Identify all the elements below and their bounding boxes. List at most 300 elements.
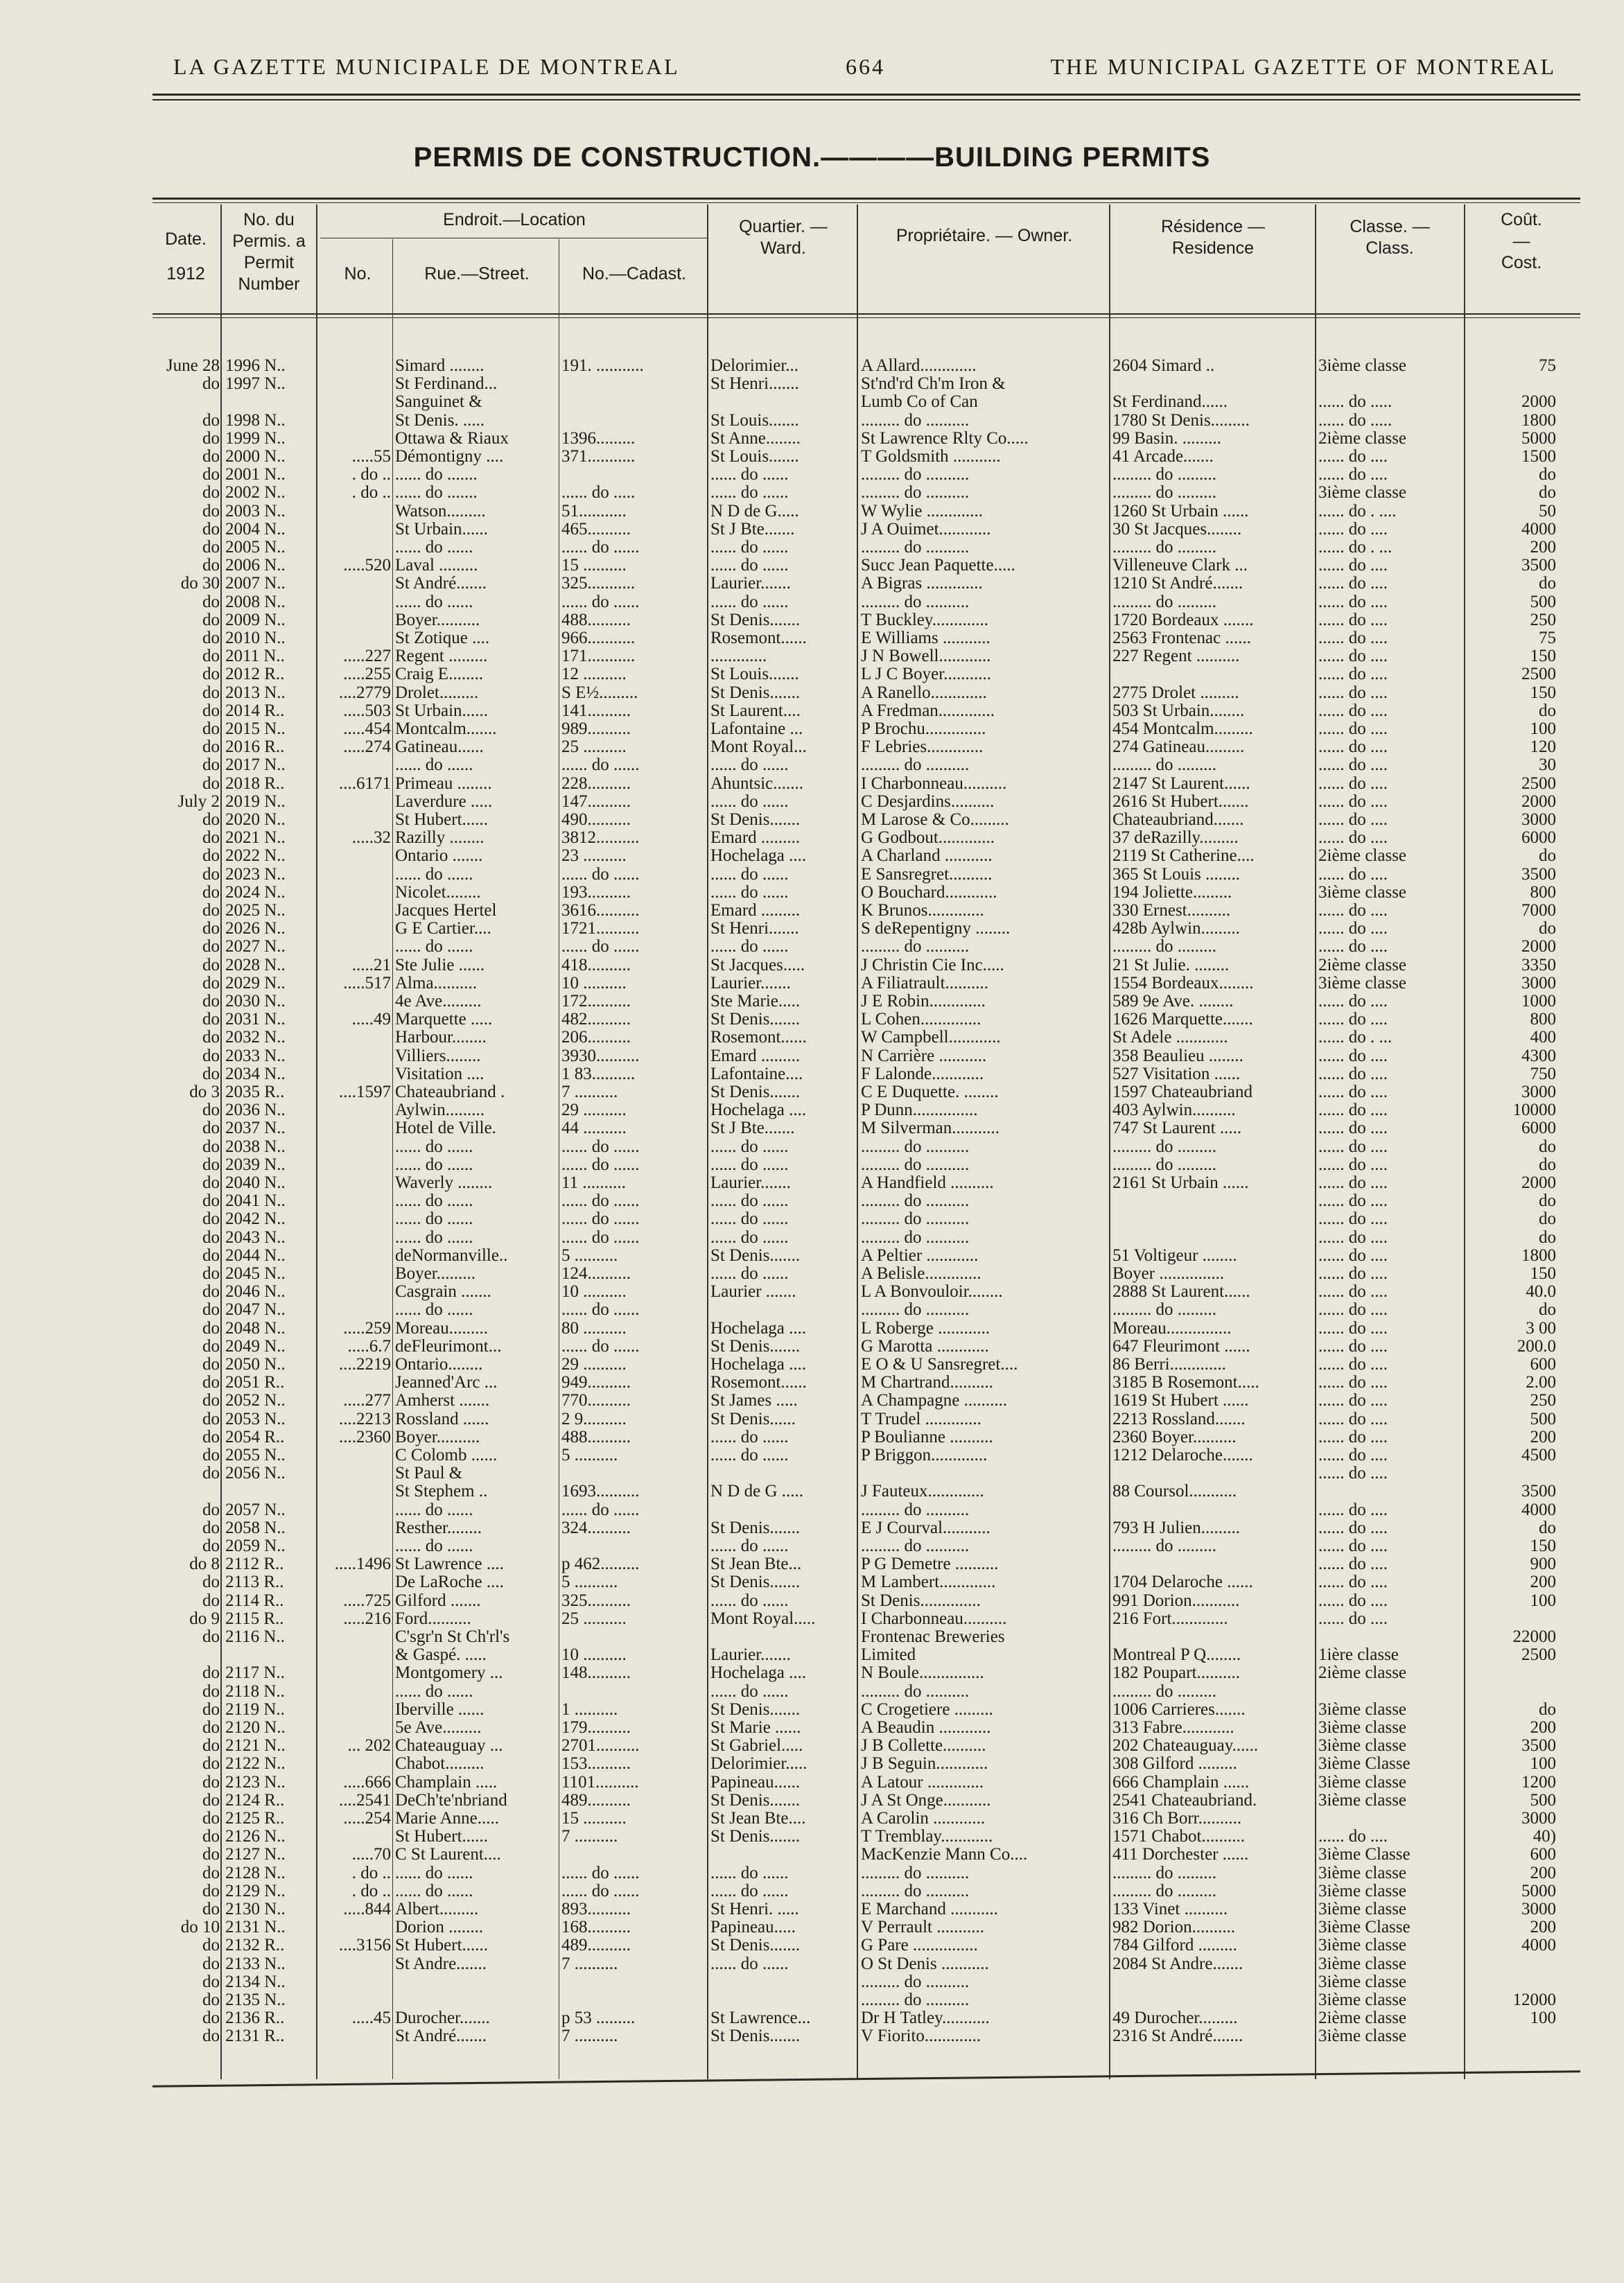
building-class-cell: 3ième Classe — [1318, 1918, 1411, 1937]
owner-cell: A Beaudin ............ — [861, 1719, 991, 1737]
table-row — [0, 1301, 1624, 1319]
permit-date-cell: do — [202, 375, 220, 394]
residence-cell: 1626 Marquette....... — [1112, 1011, 1253, 1029]
civic-number-cell: .....255 — [343, 665, 391, 684]
permit-date-cell: do — [202, 1864, 220, 1882]
ward-cell: St Henri....... — [710, 375, 799, 394]
cost-cell: 200 — [1530, 1428, 1556, 1446]
cost-cell: do — [1539, 484, 1556, 502]
residence-cell: 2616 St Hubert....... — [1112, 792, 1249, 811]
residence-cell: ......... do ......... — [1112, 484, 1216, 502]
permit-number-cell: 2126 N.. — [225, 1828, 286, 1846]
cost-cell: 2500 — [1521, 665, 1556, 684]
table-row — [0, 1792, 1624, 1810]
cadastre-number-cell: 44 .......... — [561, 1119, 627, 1138]
permit-date-cell: do — [202, 992, 220, 1011]
table-row — [0, 956, 1624, 974]
building-class-cell: ...... do .... — [1318, 1174, 1388, 1192]
building-class-cell: 1ière classe — [1318, 1646, 1399, 1665]
street-cell: Villiers........ — [395, 1047, 481, 1065]
cost-cell: 3500 — [1521, 865, 1556, 884]
table-row — [0, 1537, 1624, 1555]
owner-cell: A Charland ........... — [861, 847, 993, 866]
table-row — [0, 629, 1624, 647]
cadastre-number-cell: 5 .......... — [561, 1246, 618, 1265]
owner-cell: K Brunos............. — [861, 902, 984, 920]
ward-cell: Laurier ....... — [710, 1283, 796, 1302]
building-class-cell: 3ième classe — [1318, 1773, 1407, 1792]
ward-cell: St J Bte....... — [710, 1119, 795, 1138]
residence-cell: 1704 Delaroche ...... — [1112, 1573, 1253, 1592]
permit-date-cell: do — [202, 720, 220, 738]
cost-cell: 5000 — [1521, 429, 1556, 448]
owner-cell: St Lawrence Rlty Co..... — [861, 429, 1029, 448]
residence-cell: 2161 St Urbain ...... — [1112, 1174, 1249, 1192]
permit-date-cell: do — [202, 1374, 220, 1392]
cost-cell: do — [1539, 920, 1556, 938]
residence-cell: 274 Gatineau......... — [1112, 738, 1245, 757]
building-class-cell: ...... do .... — [1318, 1501, 1388, 1519]
building-class-cell: 3ième classe — [1318, 1991, 1407, 2009]
owner-cell: ......... do .......... — [861, 539, 970, 557]
permit-number-cell: 2045 N.. — [225, 1265, 286, 1283]
permit-number-cell: 2053 N.. — [225, 1410, 286, 1428]
permit-date-cell: do — [202, 1591, 220, 1610]
street-cell: Chateaubriand . — [395, 1083, 505, 1101]
permit-number-cell: 2057 N.. — [225, 1501, 286, 1519]
residence-cell: Boyer ............... — [1112, 1265, 1225, 1283]
building-class-cell: ...... do .... — [1318, 466, 1388, 484]
owner-cell: F Lalonde............ — [861, 1065, 984, 1083]
civic-number-cell: .....49 — [351, 1011, 391, 1029]
civic-number-cell: ....2219 — [339, 1356, 391, 1374]
street-cell: Craig E........ — [395, 665, 484, 684]
cost-cell: 3000 — [1521, 1810, 1556, 1828]
cost-cell: 250 — [1530, 611, 1556, 629]
residence-cell: ......... do ......... — [1112, 1864, 1216, 1882]
owner-cell: A Champagne .......... — [861, 1392, 1008, 1410]
cost-cell: 150 — [1530, 683, 1556, 702]
residence-cell: 2888 St Laurent...... — [1112, 1283, 1250, 1302]
table-row — [0, 756, 1624, 774]
permit-date-cell: do — [202, 1119, 220, 1138]
street-cell: Moreau......... — [395, 1319, 488, 1338]
table-row — [0, 430, 1624, 448]
residence-cell: 2563 Frontenac ...... — [1112, 629, 1251, 647]
table-row — [0, 593, 1624, 611]
cost-cell: 3000 — [1521, 811, 1556, 829]
cost-cell: 2000 — [1521, 1174, 1556, 1192]
owner-cell: C Desjardins.......... — [861, 792, 995, 811]
ward-cell: ...... do ...... — [710, 792, 789, 811]
table-row — [0, 2009, 1624, 2027]
cost-cell: do — [1539, 1137, 1556, 1156]
cadastre-number-cell: 324.......... — [561, 1519, 631, 1537]
civic-number-cell: .....274 — [343, 738, 391, 757]
residence-cell: 358 Beaulieu ........ — [1112, 1047, 1243, 1065]
cost-cell: 3 00 — [1526, 1319, 1556, 1338]
cost-cell: 600 — [1530, 1846, 1556, 1864]
building-class-cell: ...... do .... — [1318, 738, 1388, 757]
permit-number-cell: 2011 N.. — [225, 647, 285, 666]
running-head — [173, 54, 1556, 89]
building-class-cell: ...... do .... — [1318, 1065, 1388, 1083]
ward-cell: St Louis....... — [710, 665, 799, 684]
cost-cell: 7000 — [1521, 902, 1556, 920]
residence-cell: 37 deRazilly......... — [1112, 829, 1239, 848]
permit-number-cell: 2012 R.. — [225, 665, 285, 684]
owner-cell: W Campbell............ — [861, 1029, 1001, 1047]
cost-cell: 3000 — [1521, 1900, 1556, 1918]
cadastre-number-cell: S E½......... — [561, 683, 638, 702]
ward-cell: Mont Royal... — [710, 738, 807, 757]
owner-cell: A Allard............. — [861, 357, 977, 375]
permit-number-cell: 2047 N.. — [225, 1301, 286, 1320]
permit-number-cell: 2114 R.. — [225, 1591, 284, 1610]
table-row — [0, 1101, 1624, 1119]
table-row — [0, 1955, 1624, 1973]
ward-cell: Lafontaine.... — [710, 1065, 803, 1083]
table-row — [0, 1138, 1624, 1156]
building-class-cell: ...... do .... — [1318, 1428, 1388, 1446]
owner-cell: P Briggon............. — [861, 1446, 988, 1464]
residence-cell: 1571 Chabot.......... — [1112, 1828, 1245, 1846]
permit-date-cell: do — [202, 665, 220, 684]
building-class-cell: 3ième classe — [1318, 1700, 1407, 1719]
cost-cell: do — [1539, 701, 1556, 720]
building-class-cell: ...... do .... — [1318, 829, 1388, 848]
permit-date-cell: do — [202, 429, 220, 448]
ward-cell: Laurier....... — [710, 1646, 791, 1665]
permit-number-cell: 2000 N.. — [225, 448, 286, 466]
ward-cell: St Denis....... — [710, 1936, 801, 1955]
permit-number-cell: 2122 N.. — [225, 1755, 286, 1774]
permit-number-cell: 2120 N.. — [225, 1719, 286, 1737]
permit-number-cell: 2052 N.. — [225, 1392, 286, 1410]
table-row — [0, 1701, 1624, 1719]
residence-cell: 527 Visitation ...... — [1112, 1065, 1241, 1083]
building-class-cell: ...... do .... — [1318, 1446, 1388, 1464]
owner-cell: F Lebries............. — [861, 738, 984, 757]
permit-number-cell: 2030 N.. — [225, 992, 286, 1011]
table-row — [0, 1029, 1624, 1047]
ward-cell: Emard ......... — [710, 1047, 801, 1065]
table-row — [0, 920, 1624, 938]
permit-number-cell: 2117 N.. — [225, 1664, 285, 1683]
ward-cell: St Denis....... — [710, 1700, 801, 1719]
table-row — [0, 1192, 1624, 1210]
owner-cell: M Chartrand.......... — [861, 1374, 993, 1392]
street-cell: ...... do ...... — [395, 1210, 473, 1229]
residence-cell: 316 Ch Borr.......... — [1112, 1810, 1242, 1828]
residence-cell: ......... do ......... — [1112, 1537, 1216, 1555]
cost-cell: do — [1539, 466, 1556, 484]
street-cell: St Urbain...... — [395, 520, 489, 539]
building-class-cell: ...... do . ... — [1318, 539, 1392, 557]
permit-date-cell: do — [202, 1791, 220, 1810]
civic-number-cell: .....227 — [343, 647, 391, 666]
permit-number-cell: 2043 N.. — [225, 1228, 286, 1247]
street-cell: Démontigny .... — [395, 448, 504, 466]
permit-date-cell: do — [202, 1319, 220, 1338]
permit-number-cell: 2054 R.. — [225, 1428, 285, 1446]
ward-cell: Mont Royal..... — [710, 1609, 816, 1628]
ward-cell: St J Bte....... — [710, 520, 795, 539]
owner-cell: Limited — [861, 1646, 916, 1665]
owner-cell: ......... do .......... — [861, 1301, 970, 1320]
table-row — [0, 393, 1624, 411]
cost-cell: 800 — [1530, 1011, 1556, 1029]
ward-cell: St Henri....... — [710, 920, 799, 938]
permit-date-cell: do — [202, 829, 220, 848]
building-class-cell: ...... do .... — [1318, 1356, 1388, 1374]
permit-date-cell: do — [202, 883, 220, 902]
ward-cell: St Denis...... — [710, 1410, 796, 1428]
building-class-cell: ...... do .... — [1318, 1119, 1388, 1138]
street-cell: ...... do ...... — [395, 593, 473, 611]
owner-cell: J Christin Cie Inc..... — [861, 956, 1004, 974]
permit-date-cell: do — [202, 811, 220, 829]
ward-cell: Hochelaga .... — [710, 1356, 807, 1374]
permit-date-cell: do — [202, 1101, 220, 1120]
head-rule-1 — [152, 94, 1580, 96]
table-bottom-rule — [152, 2070, 1580, 2088]
cadastre-number-cell: 15 .......... — [561, 557, 627, 575]
street-cell: St Zotique .... — [395, 629, 490, 647]
permit-number-cell: 2016 R.. — [225, 738, 285, 757]
cadastre-number-cell: 7 .......... — [561, 1083, 618, 1101]
civic-number-cell: .....520 — [343, 557, 391, 575]
ward-cell: ...... do ...... — [710, 756, 789, 775]
civic-number-cell: .....70 — [351, 1846, 391, 1864]
table-row — [0, 1646, 1624, 1664]
permit-date-cell: do — [202, 1828, 220, 1846]
cost-cell: do — [1539, 1210, 1556, 1229]
residence-cell: ......... do ......... — [1112, 466, 1216, 484]
street-cell: C St Laurent.... — [395, 1846, 501, 1864]
cadastre-number-cell: 1 .......... — [561, 1700, 618, 1719]
cost-cell: 100 — [1530, 1591, 1556, 1610]
permit-number-cell: 2005 N.. — [225, 539, 286, 557]
permit-number-cell: 2051 R.. — [225, 1374, 285, 1392]
residence-cell: 982 Dorion.......... — [1112, 1918, 1236, 1937]
table-row — [0, 1719, 1624, 1737]
permit-date-cell: do — [202, 1174, 220, 1192]
cadastre-number-cell: ...... do ...... — [561, 539, 640, 557]
street-cell: Montcalm....... — [395, 720, 497, 738]
street-cell: ...... do ....... — [395, 466, 478, 484]
table-row — [0, 1229, 1624, 1247]
ward-cell: ...... do ...... — [710, 865, 789, 884]
cadastre-number-cell: 949.......... — [561, 1374, 631, 1392]
cadastre-number-cell: 1 83.......... — [561, 1065, 636, 1083]
cost-cell: 40.0 — [1526, 1283, 1556, 1302]
cadastre-number-cell: ...... do ...... — [561, 1301, 640, 1320]
permit-number-cell: 2135 N.. — [225, 1991, 286, 2009]
street-cell: St Lawrence .... — [395, 1555, 504, 1574]
ward-cell: ...... do ...... — [710, 1882, 789, 1900]
cost-cell: 100 — [1530, 2009, 1556, 2028]
cost-cell: do — [1539, 1519, 1556, 1537]
ward-cell: St Laurent.... — [710, 701, 801, 720]
owner-cell: E O & U Sansregret.... — [861, 1356, 1018, 1374]
building-class-cell: ...... do .... — [1318, 1283, 1388, 1302]
ward-cell: Laurier....... — [710, 575, 791, 593]
permit-date-cell: do — [202, 774, 220, 793]
owner-cell: E Sansregret.......... — [861, 865, 993, 884]
street-cell: Marquette ..... — [395, 1011, 493, 1029]
cadastre-number-cell: 1396......... — [561, 429, 636, 448]
street-cell: DeCh'te'nbriand — [395, 1791, 507, 1810]
ward-cell: Laurier....... — [710, 1174, 791, 1192]
street-cell: ...... do ...... — [395, 756, 473, 775]
owner-cell: L A Bonvouloir........ — [861, 1283, 1003, 1302]
owner-cell: N Boule............... — [861, 1664, 984, 1683]
owner-cell: ......... do .......... — [861, 593, 970, 611]
owner-cell: P G Demetre .......... — [861, 1555, 999, 1574]
owner-cell: L Cohen.............. — [861, 1011, 981, 1029]
ward-cell: Delorimier... — [710, 357, 799, 375]
owner-cell: O St Denis ........... — [861, 1954, 989, 1973]
residence-cell: St Ferdinand...... — [1112, 393, 1228, 412]
permit-number-cell: 2115 R.. — [225, 1609, 284, 1628]
residence-cell: 2604 Simard .. — [1112, 357, 1215, 375]
cost-cell: 100 — [1530, 720, 1556, 738]
building-class-cell: ...... do .... — [1318, 448, 1388, 466]
cadastre-number-cell: p 53 ......... — [561, 2009, 636, 2028]
cadastre-number-cell: 770.......... — [561, 1392, 631, 1410]
building-class-cell: 2ième classe — [1318, 847, 1407, 866]
building-class-cell: ...... do .... — [1318, 1537, 1388, 1555]
residence-cell: 1006 Carrieres....... — [1112, 1700, 1246, 1719]
permit-number-cell: 2015 N.. — [225, 720, 286, 738]
cost-cell: 4300 — [1521, 1047, 1556, 1065]
residence-cell: 747 St Laurent ..... — [1112, 1119, 1242, 1138]
table-row — [0, 375, 1624, 393]
building-class-cell: 3ième classe — [1318, 2027, 1407, 2046]
cadastre-number-cell: 3616.......... — [561, 902, 640, 920]
permit-number-cell: 2018 R.. — [225, 774, 285, 793]
building-class-cell: ...... do .... — [1318, 865, 1388, 884]
street-cell: Boyer.......... — [395, 1428, 480, 1446]
permit-number-cell: 2132 R.. — [225, 1936, 285, 1955]
ward-cell: Papineau..... — [710, 1918, 796, 1937]
building-class-cell: ...... do .... — [1318, 1519, 1388, 1537]
cost-cell: 6000 — [1521, 1119, 1556, 1138]
building-class-cell: ...... do .... — [1318, 1228, 1388, 1247]
permit-number-cell: 2041 N.. — [225, 1192, 286, 1211]
permit-date-cell: do — [202, 1700, 220, 1719]
permit-date-cell: do — [202, 1410, 220, 1428]
residence-cell: 2084 St Andre....... — [1112, 1954, 1243, 1973]
table-row — [0, 611, 1624, 629]
civic-number-cell: .....254 — [343, 1810, 391, 1828]
permit-number-cell: 2002 N.. — [225, 484, 286, 502]
table-row — [0, 2027, 1624, 2045]
cadastre-number-cell: ...... do ...... — [561, 938, 640, 956]
permit-number-cell: 2024 N.. — [225, 883, 286, 902]
ward-cell: Laurier....... — [710, 974, 791, 992]
building-class-cell: 3ième classe — [1318, 883, 1407, 902]
owner-cell: ......... do .......... — [861, 1192, 970, 1211]
owner-cell: ......... do .......... — [861, 411, 970, 430]
building-class-cell: 3ième classe — [1318, 1791, 1407, 1810]
cost-cell: 3500 — [1521, 557, 1556, 575]
street-cell: C'sgr'n St Ch'rl's — [395, 1628, 510, 1646]
street-cell: Dorion ........ — [395, 1918, 484, 1937]
building-class-cell: ...... do .... — [1318, 1555, 1388, 1574]
permit-date-cell: do — [202, 902, 220, 920]
owner-cell: Lumb Co of Can — [861, 393, 978, 412]
residence-cell: 991 Dorion........... — [1112, 1591, 1240, 1610]
cost-cell: 10000 — [1512, 1101, 1556, 1120]
residence-cell: 1780 St Denis......... — [1112, 411, 1250, 430]
cadastre-number-cell: 191. ........... — [561, 357, 644, 375]
owner-cell: ......... do .......... — [861, 466, 970, 484]
building-class-cell: ...... do .... — [1318, 665, 1388, 684]
permit-number-cell: 2048 N.. — [225, 1319, 286, 1338]
header-cadast: No.—Cadast. — [582, 264, 687, 283]
table-row — [0, 1338, 1624, 1356]
residence-cell: 1554 Bordeaux........ — [1112, 974, 1254, 992]
civic-number-cell: ....2541 — [339, 1791, 391, 1810]
cadastre-number-cell: 893.......... — [561, 1900, 631, 1918]
permit-number-cell: 2049 N.. — [225, 1337, 286, 1356]
street-cell: Jeanned'Arc ... — [395, 1374, 498, 1392]
cadastre-number-cell: 168.......... — [561, 1918, 631, 1937]
building-class-cell: 3ième classe — [1318, 1882, 1407, 1900]
cost-cell: 30 — [1539, 756, 1556, 775]
owner-cell: ......... do .......... — [861, 1155, 970, 1174]
permit-number-cell: 2010 N.. — [225, 629, 286, 647]
owner-cell: Succ Jean Paquette..... — [861, 557, 1015, 575]
ward-cell: ...... do ...... — [710, 1954, 789, 1973]
table-row — [0, 1918, 1624, 1936]
table-row — [0, 829, 1624, 847]
ward-cell: ...... do ...... — [710, 1192, 789, 1211]
ward-cell: Lafontaine ... — [710, 720, 803, 738]
owner-cell: St Denis.............. — [861, 1591, 981, 1610]
cadastre-number-cell: ...... do ...... — [561, 593, 640, 611]
residence-cell: 1212 Delaroche....... — [1112, 1446, 1253, 1464]
owner-cell: A Handfield .......... — [861, 1174, 994, 1192]
cadastre-number-cell: 80 .......... — [561, 1319, 627, 1338]
permit-number-cell: 2026 N.. — [225, 920, 286, 938]
owner-cell: A Belisle............. — [861, 1265, 981, 1283]
table-row — [0, 1900, 1624, 1918]
residence-cell: 647 Fleurimont ...... — [1112, 1337, 1250, 1356]
cost-cell: 50 — [1539, 502, 1556, 521]
permit-date-cell: July 2 — [177, 792, 220, 811]
residence-cell: 330 Ernest.......... — [1112, 902, 1231, 920]
permit-number-cell: 2128 N.. — [225, 1864, 286, 1882]
civic-number-cell: . do .. — [351, 484, 391, 502]
ward-cell: ...... do ...... — [710, 1265, 789, 1283]
permit-date-cell: do — [202, 701, 220, 720]
street-cell: ...... do ...... — [395, 865, 473, 884]
building-class-cell: ...... do .... — [1318, 647, 1388, 666]
running-head-french: LA GAZETTE MUNICIPALE DE MONTREAL — [173, 54, 680, 79]
street-cell: Hotel de Ville. — [395, 1119, 496, 1138]
residence-cell: ......... do ......... — [1112, 1301, 1216, 1320]
permit-date-cell: do — [202, 1882, 220, 1900]
cost-cell: 600 — [1530, 1356, 1556, 1374]
table-row — [0, 902, 1624, 920]
permit-date-cell: do 8 — [189, 1555, 220, 1574]
cadastre-number-cell: 172.......... — [561, 992, 631, 1011]
owner-cell: A Fredman............. — [861, 701, 995, 720]
building-class-cell: ...... do .... — [1318, 1609, 1388, 1628]
